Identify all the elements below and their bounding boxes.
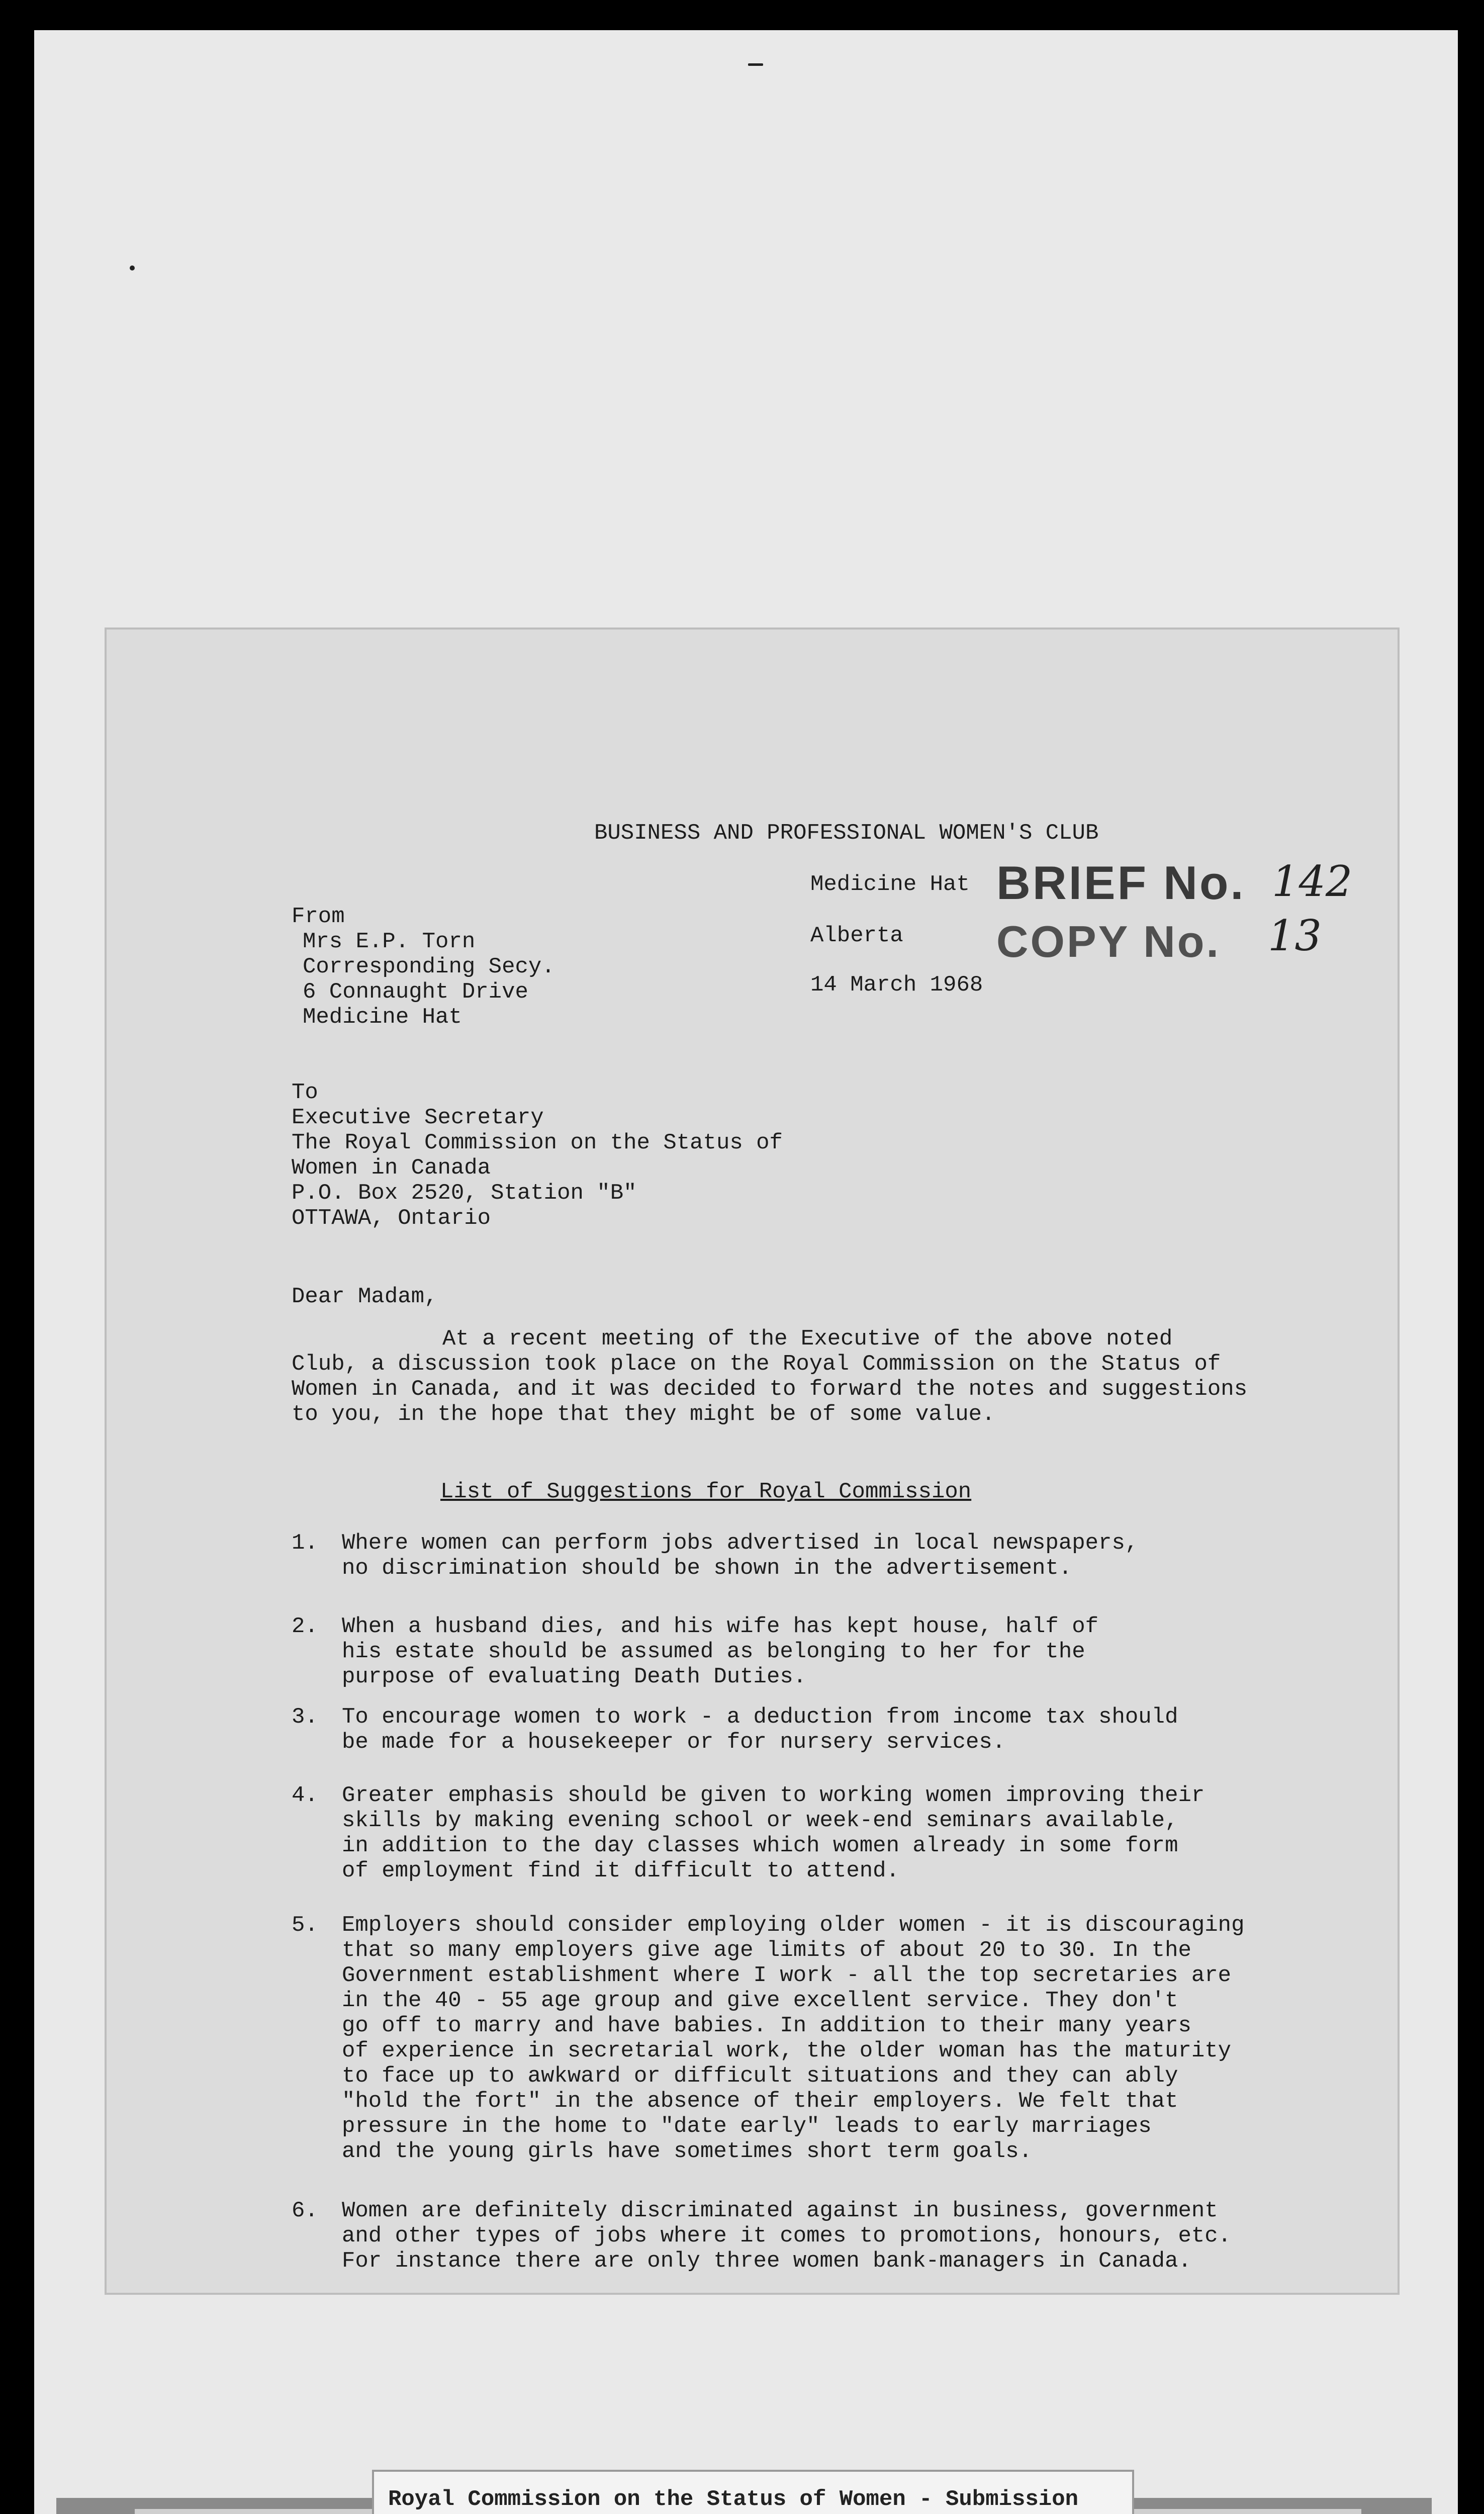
item-line: When a husband dies, and his wife has kept house, half of bbox=[342, 1614, 1099, 1639]
sender-line: Mrs E.P. Torn bbox=[303, 929, 476, 954]
item-line: Where women can perform jobs advertised in local newspapers, bbox=[342, 1531, 1139, 1556]
letter-date: 14 March 1968 bbox=[810, 972, 983, 998]
recipient-line: Women in Canada bbox=[292, 1155, 491, 1181]
item-text bbox=[342, 2198, 1231, 2274]
item-number: 4. bbox=[292, 1783, 318, 1808]
letterhead: BUSINESS AND PROFESSIONAL WOMEN'S CLUB bbox=[594, 821, 1099, 846]
item-line: Women are definitely discriminated against in business, government bbox=[342, 2198, 1218, 2223]
intro-paragraph bbox=[292, 1326, 1247, 1427]
intro-line: At a recent meeting of the Executive of the above noted bbox=[442, 1326, 1173, 1352]
copy-stamp-number: 13 bbox=[1268, 911, 1322, 960]
recipient-line: OTTAWA, Ontario bbox=[292, 1206, 491, 1231]
item-line: purpose of evaluating Death Duties. bbox=[342, 1664, 807, 1689]
item-line: skills by making evening school or week-end seminars available, bbox=[342, 1808, 1178, 1833]
item-number: 3. bbox=[292, 1704, 318, 1730]
item-text bbox=[342, 1704, 1178, 1755]
salutation: Dear Madam, bbox=[292, 1284, 438, 1309]
item-number: 5. bbox=[292, 1913, 318, 1938]
brief-stamp-label: BRIEF No. bbox=[996, 856, 1246, 909]
item-line: go off to marry and have babies. In addition to their many years bbox=[342, 2013, 1191, 2038]
letter-sheet bbox=[105, 627, 1400, 2295]
item-line: For instance there are only three women bank-managers in Canada. bbox=[342, 2249, 1191, 2274]
recipient-line: P.O. Box 2520, Station "B" bbox=[292, 1181, 637, 1206]
item-line: that so many employers give age limits of about 20 to 30. In the bbox=[342, 1938, 1191, 1963]
item-line: in the 40 - 55 age group and give excellent service. They don't bbox=[342, 1988, 1178, 2013]
item-number: 6. bbox=[292, 2198, 318, 2223]
to-label: To bbox=[292, 1080, 318, 1105]
sender-line: Medicine Hat bbox=[303, 1005, 462, 1030]
sender-line: 6 Connaught Drive bbox=[303, 979, 528, 1005]
item-text bbox=[342, 1531, 1138, 1581]
from-label: From bbox=[292, 904, 345, 929]
item-line: and other types of jobs where it comes to promotions, honours, etc. bbox=[342, 2223, 1232, 2249]
item-text bbox=[342, 1913, 1245, 2164]
item-number: 1. bbox=[292, 1531, 318, 1556]
brief-stamp-number: 142 bbox=[1272, 857, 1353, 906]
archive-reference-label bbox=[372, 2470, 1134, 2514]
place-province: Alberta bbox=[810, 923, 903, 948]
sender-block bbox=[303, 929, 555, 1030]
copy-stamp-label: COPY No. bbox=[996, 917, 1221, 966]
item-number: 2. bbox=[292, 1614, 318, 1639]
item-line: to face up to awkward or difficult situations and they can ably bbox=[342, 2063, 1178, 2089]
archive-label-line1: Royal Commission on the Status of Women - Submission bbox=[388, 2487, 1079, 2512]
dust-speck bbox=[748, 63, 763, 66]
item-line: To encourage women to work - a deduction from income tax should bbox=[342, 1704, 1178, 1730]
item-line: no discrimination should be shown in the advertisement. bbox=[342, 1556, 1072, 1581]
item-line: and the young girls have sometimes short term goals. bbox=[342, 2139, 1033, 2164]
dust-speck bbox=[130, 265, 135, 271]
intro-line: Women in Canada, and it was decided to forward the notes and suggestions bbox=[292, 1377, 1248, 1402]
item-line: Government establishment where I work - all the top secretaries are bbox=[342, 1963, 1232, 1988]
item-line: Employers should consider employing older women - it is discouraging bbox=[342, 1913, 1245, 1938]
sender-line: Corresponding Secy. bbox=[303, 954, 555, 979]
item-text bbox=[342, 1783, 1204, 1883]
item-line: his estate should be assumed as belonging to her for the bbox=[342, 1639, 1085, 1664]
item-line: be made for a housekeeper or for nursery services. bbox=[342, 1730, 1006, 1755]
list-title: List of Suggestions for Royal Commission bbox=[440, 1479, 972, 1504]
item-line: of experience in secretarial work, the older woman has the maturity bbox=[342, 2038, 1232, 2063]
item-line: "hold the fort" in the absence of their employers. We felt that bbox=[342, 2089, 1178, 2114]
item-line: Greater emphasis should be given to working women improving their bbox=[342, 1783, 1205, 1808]
recipient-line: Executive Secretary bbox=[292, 1105, 544, 1130]
place-city: Medicine Hat bbox=[810, 872, 970, 897]
item-line: in addition to the day classes which women already in some form bbox=[342, 1833, 1178, 1858]
intro-line: to you, in the hope that they might be of some value. bbox=[292, 1402, 995, 1427]
item-line: pressure in the home to "date early" leads to early marriages bbox=[342, 2114, 1152, 2139]
item-text bbox=[342, 1614, 1098, 1689]
recipient-line: The Royal Commission on the Status of bbox=[292, 1130, 783, 1155]
recipient-block bbox=[292, 1105, 783, 1231]
item-line: of employment find it difficult to attend. bbox=[342, 1858, 899, 1883]
intro-line: Club, a discussion took place on the Royal Commission on the Status of bbox=[292, 1352, 1221, 1377]
